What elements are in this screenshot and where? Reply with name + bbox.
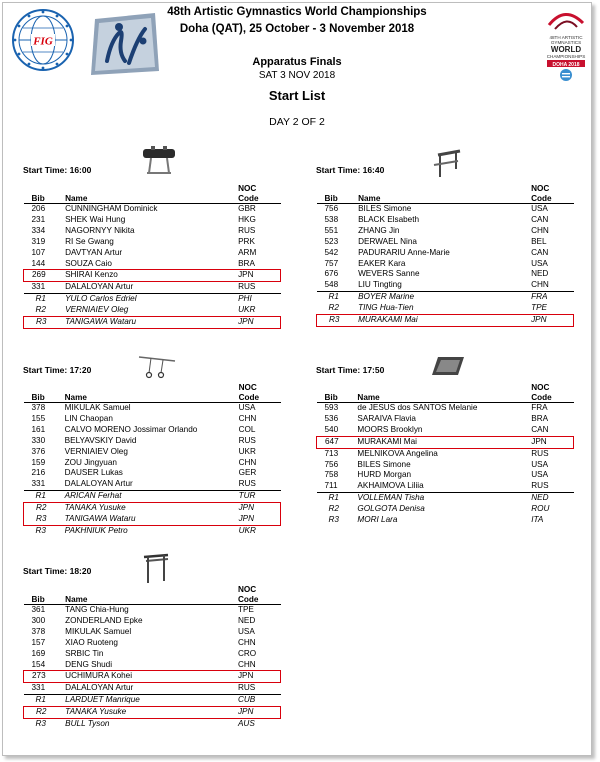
bib-cell: R2: [35, 305, 46, 315]
athlete-name-cell: DAUSER Lukas: [64, 468, 123, 478]
athlete-name-cell: VERNIAIEV Oleg: [65, 305, 129, 315]
bib-cell: 159: [31, 457, 46, 467]
reserve-row: [24, 695, 281, 707]
noc-code-cell: TPE: [531, 303, 547, 313]
athlete-row: [24, 425, 281, 436]
athlete-row: [24, 204, 281, 215]
noc-code-cell: CHN: [531, 225, 549, 235]
noc-code-cell: HKG: [238, 214, 256, 224]
reserve-row: [24, 491, 281, 503]
athlete-name-cell: PADURARIU Anne-Marie: [358, 247, 450, 257]
bib-cell: 647: [317, 436, 358, 448]
noc-code-cell: USA: [531, 470, 549, 480]
athlete-name-cell: SHEK Wai Hung: [65, 214, 126, 224]
reserve-row: [24, 305, 281, 316]
athlete-row: [24, 436, 281, 447]
bib-cell: 376: [31, 446, 46, 456]
bib-cell: 319: [31, 236, 46, 246]
bib-cell: 551: [324, 225, 339, 235]
noc-code-cell: NED: [531, 269, 549, 279]
athlete-name-cell: MORI Lara: [357, 515, 398, 525]
noc-code-cell: JPN: [238, 270, 280, 282]
bib-cell: R3: [317, 315, 359, 327]
noc-code-cell: JPN: [238, 317, 280, 329]
noc-code-cell: CAN: [531, 424, 549, 434]
athlete-name-cell: UCHIMURA Kohei: [65, 671, 238, 683]
reserve-row: [317, 515, 574, 526]
reserve-row: [24, 503, 281, 514]
athlete-name-cell: ZHANG Jin: [358, 225, 400, 235]
bib-cell: 361: [31, 605, 46, 614]
bib-cell: 161: [31, 424, 46, 434]
noc-code-cell: USA: [531, 204, 548, 213]
athlete-name-cell: NAGORNYY Nikita: [65, 225, 135, 235]
noc-header: NOC Code: [239, 381, 281, 403]
day-indicator: DAY 2 OF 2: [269, 116, 325, 128]
noc-code-cell: UKR: [238, 446, 256, 456]
athlete-row: [317, 470, 574, 481]
bib-cell: 548: [324, 280, 339, 290]
noc-code-cell: JPN: [239, 503, 281, 514]
reserve-row: [317, 504, 574, 515]
reserve-row: [317, 292, 574, 303]
athlete-row: [24, 259, 281, 270]
athlete-name-cell: BLACK Elsabeth: [358, 214, 420, 224]
bib-cell: 334: [31, 225, 46, 235]
noc-code-cell: USA: [238, 403, 256, 412]
bib-cell: 538: [324, 214, 339, 224]
bib-cell: 593: [324, 403, 339, 412]
start-time: Start Time: 16:00: [23, 165, 92, 175]
noc-code-cell: JPN: [239, 514, 281, 525]
athlete-name-cell: AKHAIMOVA Liliia: [357, 481, 424, 491]
bib-cell: 154: [31, 659, 46, 669]
athlete-row: [24, 479, 281, 490]
athlete-row: [317, 436, 574, 448]
noc-code-cell: NED: [237, 615, 256, 625]
bib-cell: 107: [31, 247, 46, 257]
bib-cell: 331: [31, 479, 46, 489]
athlete-name-cell: LARDUET Manrique: [65, 695, 238, 707]
athlete-name-cell: WEVERS Sanne: [358, 269, 420, 279]
athlete-name-cell: TANAKA Yusuke: [65, 707, 238, 719]
noc-code-cell: RUS: [531, 481, 549, 491]
bib-cell: R2: [328, 504, 339, 514]
athlete-name-cell: MELNIKOVA Angelina: [357, 448, 438, 458]
athlete-name-cell: BELYAVSKIY David: [64, 435, 137, 445]
noc-header: NOC Code: [238, 182, 280, 204]
athlete-name-cell: CALVO MORENO Jossimar Orlando: [64, 424, 198, 434]
bib-cell: 523: [324, 236, 339, 246]
reserve-row: [24, 525, 281, 536]
bib-cell: 756: [324, 459, 339, 469]
start-list-table: [316, 182, 574, 327]
noc-code-cell: NED: [531, 493, 573, 504]
bib-cell: R3: [24, 317, 66, 329]
noc-code-cell: CHN: [531, 280, 549, 290]
name-header: Name: [357, 381, 531, 403]
start-list-table: [23, 583, 281, 730]
bib-cell: 216: [31, 468, 46, 478]
noc-code-cell: CHN: [238, 457, 257, 467]
athlete-row: [317, 248, 574, 259]
noc-code-cell: PRK: [238, 236, 255, 246]
reserve-row: [24, 294, 281, 305]
athlete-row: [24, 649, 281, 660]
bib-cell: R3: [24, 514, 65, 525]
noc-code-cell: CHN: [238, 413, 257, 423]
athlete-row: [317, 269, 574, 280]
event-location-dates: Doha (QAT), 25 October - 3 November 2018: [179, 23, 415, 35]
athlete-row: [24, 270, 281, 282]
bib-cell: R2: [24, 707, 66, 719]
athlete-name-cell: PAKHNIUK Petro: [64, 525, 128, 535]
bib-cell: 273: [24, 671, 66, 683]
bib-cell: R1: [24, 491, 65, 503]
athlete-name-cell: CUNNINGHAM Dominick: [65, 204, 158, 213]
bib-header: Bib: [24, 381, 65, 403]
bib-header: Bib: [24, 583, 66, 605]
bib-cell: 206: [31, 204, 46, 213]
athlete-name-cell: SRBIC Tin: [65, 648, 104, 658]
noc-code-cell: AUS: [237, 719, 255, 729]
parallel-bars-icon: [140, 551, 172, 585]
noc-code-cell: BEL: [531, 236, 547, 246]
athlete-name-cell: LIU Tingting: [358, 280, 402, 290]
bib-cell: 758: [324, 470, 339, 480]
bib-cell: 331: [31, 683, 46, 693]
champ-line-3: WORLD: [550, 45, 582, 54]
athlete-row: [317, 259, 574, 270]
name-header: Name: [65, 182, 238, 204]
reserve-row: [24, 514, 281, 525]
noc-code-cell: GBR: [238, 204, 256, 213]
bib-cell: 756: [324, 204, 339, 213]
athlete-row: [317, 414, 574, 425]
reserve-row: [317, 493, 574, 504]
noc-code-cell: CHN: [237, 659, 256, 669]
noc-code-cell: USA: [531, 459, 549, 469]
reserve-row: [24, 317, 281, 329]
bib-cell: 331: [31, 282, 46, 292]
bib-cell: R3: [328, 515, 339, 525]
bib-cell: R1: [317, 493, 358, 504]
athlete-row: [24, 683, 281, 695]
noc-code-cell: RUS: [237, 683, 256, 693]
champ-line-2: GYMNASTICS: [550, 40, 582, 45]
athlete-name-cell: DALALOYAN Artur: [65, 683, 134, 693]
champ-line-1: 48TH ARTISTIC: [549, 35, 583, 40]
athlete-row: [317, 460, 574, 471]
noc-code-cell: UKR: [238, 525, 256, 535]
bib-cell: 300: [31, 615, 46, 625]
bib-cell: R1: [317, 292, 359, 303]
noc-code-cell: PHI: [238, 294, 280, 305]
athlete-name-cell: TANIGAWA Wataru: [65, 317, 238, 329]
athlete-row: [317, 425, 574, 436]
athlete-name-cell: MOORS Brooklyn: [357, 424, 423, 434]
noc-header: NOC Code: [531, 381, 573, 403]
reserve-row: [24, 707, 281, 719]
bib-cell: 330: [31, 435, 46, 445]
bib-cell: R2: [328, 303, 339, 313]
athlete-name-cell: ARICAN Ferhat: [65, 491, 239, 503]
athlete-row: [24, 605, 281, 616]
reserve-row: [24, 719, 281, 730]
noc-code-cell: FRA: [531, 292, 573, 303]
bib-cell: R3: [35, 525, 46, 535]
athlete-row: [24, 403, 281, 414]
athlete-name-cell: VOLLEMAN Tisha: [357, 493, 531, 504]
fig-logo-text: FIG: [33, 35, 53, 48]
start-list-page: [2, 2, 592, 756]
athlete-row: [317, 481, 574, 492]
noc-code-cell: JPN: [531, 436, 573, 448]
noc-code-cell: USA: [237, 626, 255, 636]
athlete-name-cell: MIKULAK Samuel: [64, 403, 131, 412]
floor-mat-icon: [430, 353, 466, 379]
noc-code-cell: CUB: [238, 695, 281, 707]
athlete-name-cell: MURAKAMI Mai: [357, 436, 531, 448]
bib-cell: R1: [24, 695, 66, 707]
athlete-name-cell: DERWAEL Nina: [358, 236, 417, 246]
athlete-name-cell: HURD Morgan: [357, 470, 412, 480]
noc-code-cell: RUS: [531, 448, 549, 458]
noc-code-cell: UKR: [238, 305, 256, 315]
bib-cell: R3: [35, 719, 46, 729]
athlete-name-cell: BILES Simone: [357, 459, 411, 469]
bib-cell: 711: [324, 481, 338, 491]
start-time: Start Time: 16:40: [316, 165, 385, 175]
noc-code-cell: ARM: [238, 247, 257, 257]
athlete-row: [24, 447, 281, 458]
noc-code-cell: CRO: [237, 648, 257, 658]
noc-code-cell: CAN: [531, 214, 549, 224]
bib-header: Bib: [24, 182, 66, 204]
bib-cell: 540: [324, 424, 339, 434]
noc-code-cell: USA: [531, 258, 548, 268]
athlete-row: [24, 660, 281, 671]
athlete-name-cell: SHIRAI Kenzo: [65, 270, 238, 282]
start-list-table: [316, 381, 574, 526]
noc-code-cell: FRA: [531, 403, 548, 412]
athlete-row: [24, 671, 281, 683]
event-title: 48th Artistic Gymnastics World Championships: [167, 6, 427, 18]
bib-cell: 542: [324, 247, 339, 257]
noc-code-cell: JPN: [531, 315, 573, 327]
bib-cell: 536: [324, 413, 339, 423]
pommel-horse-icon: [139, 145, 179, 177]
page-title: Start List: [268, 88, 326, 103]
noc-code-cell: CHN: [237, 637, 256, 647]
athlete-row: [317, 448, 574, 459]
athlete-name-cell: de JESUS dos SANTOS Melanie: [357, 403, 478, 412]
noc-code-cell: ITA: [531, 515, 544, 525]
athlete-name-cell: MURAKAMI Mai: [358, 315, 531, 327]
athlete-name-cell: RI Se Gwang: [65, 236, 114, 246]
athlete-row: [24, 468, 281, 479]
athlete-row: [24, 215, 281, 226]
athlete-name-cell: DAVTYAN Artur: [65, 247, 123, 257]
noc-code-cell: TUR: [239, 491, 281, 503]
athlete-name-cell: SOUZA Caio: [65, 258, 112, 268]
bib-cell: 676: [324, 269, 339, 279]
bib-cell: 378: [31, 403, 46, 412]
bib-cell: 231: [31, 214, 46, 224]
athlete-row: [317, 280, 574, 291]
athlete-name-cell: ZONDERLAND Epke: [65, 615, 143, 625]
noc-code-cell: JPN: [238, 707, 281, 719]
athlete-name-cell: DALALOYAN Artur: [64, 479, 133, 489]
athlete-row: [317, 215, 574, 226]
start-list-table: [23, 381, 281, 537]
noc-code-cell: BRA: [531, 413, 549, 423]
noc-code-cell: TPE: [237, 605, 254, 614]
athlete-row: [317, 237, 574, 248]
athlete-row: [24, 638, 281, 649]
bib-header: Bib: [317, 381, 358, 403]
athlete-row: [317, 226, 574, 237]
noc-code-cell: JPN: [238, 671, 281, 683]
bib-cell: 378: [31, 626, 46, 636]
name-header: Name: [65, 583, 238, 605]
reserve-row: [317, 315, 574, 327]
athlete-name-cell: LIN Chaopan: [64, 413, 113, 423]
noc-header: NOC Code: [238, 583, 281, 605]
noc-code-cell: RUS: [238, 282, 256, 292]
athlete-name-cell: GOLGOTA Denisa: [357, 504, 425, 514]
athlete-row: [24, 627, 281, 638]
phase-title: Apparatus Finals: [252, 56, 342, 68]
start-list-table: [23, 182, 281, 329]
noc-code-cell: GER: [238, 468, 257, 478]
noc-code-cell: CAN: [531, 247, 549, 257]
athlete-name-cell: VERNIAIEV Oleg: [64, 446, 128, 456]
athlete-row: [24, 237, 281, 248]
athlete-name-cell: DALALOYAN Artur: [65, 282, 134, 292]
bib-cell: R1: [24, 294, 66, 305]
athlete-row: [317, 204, 574, 215]
uneven-bars-icon: [430, 147, 466, 179]
champ-line-4: CHAMPIONSHIPS: [546, 54, 586, 59]
bib-cell: 144: [31, 258, 46, 268]
athlete-row: [317, 403, 574, 414]
name-header: Name: [358, 182, 531, 204]
athlete-name-cell: TING Hua-Tien: [358, 303, 414, 313]
noc-code-cell: ROU: [531, 504, 550, 514]
bib-cell: 157: [31, 637, 46, 647]
noc-code-cell: RUS: [238, 479, 256, 489]
noc-code-cell: BRA: [238, 258, 255, 268]
athlete-name-cell: BOYER Marine: [358, 292, 531, 303]
noc-header: NOC Code: [531, 182, 573, 204]
bib-cell: R2: [24, 503, 65, 514]
start-time: Start Time: 17:20: [23, 365, 92, 375]
athlete-name-cell: TANG Chia-Hung: [65, 605, 129, 614]
bib-cell: 713: [324, 448, 339, 458]
noc-code-cell: RUS: [238, 225, 256, 235]
athlete-row: [24, 458, 281, 469]
champ-line-5: DOHA 2018: [552, 61, 580, 68]
session-date: SAT 3 NOV 2018: [258, 70, 336, 81]
noc-code-cell: RUS: [238, 435, 256, 445]
name-header: Name: [65, 381, 239, 403]
noc-code-cell: COL: [238, 424, 256, 434]
athlete-row: [24, 414, 281, 425]
athlete-name-cell: TANIGAWA Wataru: [65, 514, 239, 525]
athlete-name-cell: BULL Tyson: [65, 719, 110, 729]
athlete-name-cell: EAKER Kara: [358, 258, 406, 268]
bib-cell: 269: [24, 270, 66, 282]
athlete-row: [24, 616, 281, 627]
bib-cell: 169: [31, 648, 46, 658]
athlete-name-cell: TANAKA Yusuke: [65, 503, 239, 514]
athlete-name-cell: ZOU Jingyuan: [64, 457, 117, 467]
bib-cell: 155: [31, 413, 46, 423]
athlete-name-cell: XIAO Ruoteng: [65, 637, 118, 647]
athlete-row: [24, 282, 281, 294]
athlete-name-cell: SARAIVA Flavia: [357, 413, 416, 423]
athlete-row: [24, 248, 281, 259]
athlete-name-cell: DENG Shudi: [65, 659, 113, 669]
rings-icon: [137, 353, 177, 383]
reserve-row: [317, 303, 574, 314]
bib-header: Bib: [317, 182, 359, 204]
athlete-row: [24, 226, 281, 237]
start-time: Start Time: 17:50: [316, 365, 385, 375]
bib-cell: 757: [324, 258, 339, 268]
athlete-name-cell: BILES Simone: [358, 204, 412, 213]
athlete-name-cell: YULO Carlos Edriel: [65, 294, 238, 305]
start-time: Start Time: 18:20: [23, 566, 92, 576]
athlete-name-cell: MIKULAK Samuel: [65, 626, 132, 636]
